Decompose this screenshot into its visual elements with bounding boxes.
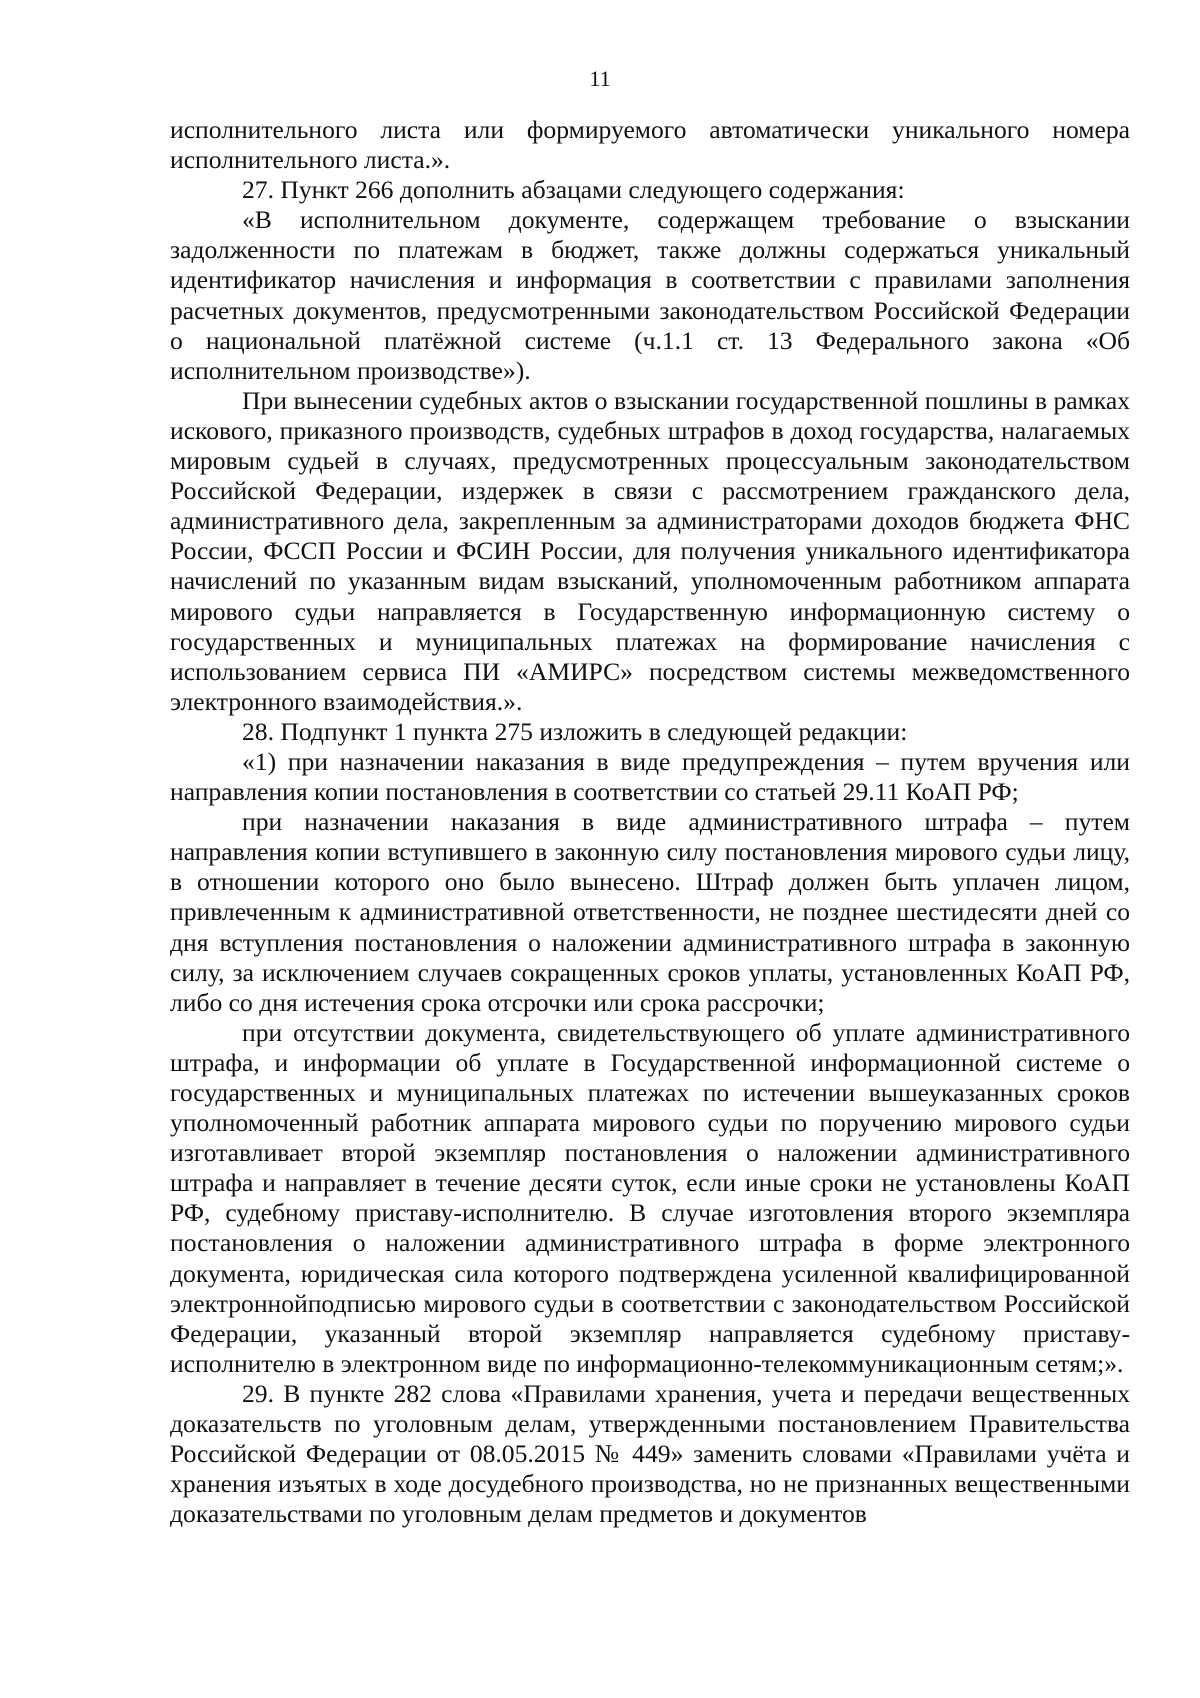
paragraph-state-duty: При вынесении судебных актов о взыскании государственной пошлины в рамках искового, приказного производств, судебных штрафов в доход государства, налагаемых мировым судьей в случаях, предусмотренных процессуальным законодательством Российской Федерации, издержек в связи с рассмотрением гражданского дела, административного дела, закрепленным за администраторами доходов бюджета ФНС России, ФССП России и ФСИН России, для получения уникального идентификатора начислений по указанным видам взысканий, уполномоченным работником аппарата мирового судьи направляется в Государственную информационную систему о государственных и муниципальных платежах на формирование начисления с использованием сервиса ПИ «АМИРС» посредством системы межведомственного электронного взаимодействия.». bbox=[170, 385, 1130, 716]
paragraph-administrative-fine: при назначении наказания в виде административного штрафа – путем направления копии вступившего в законную силу постановления мирового судьи лицу, в отношении которого оно было вынесено. Штраф должен быть уплачен лицом, привлеченным к административной ответственности, не позднее шестидесяти дней со дня вступления постановления о наложении административного штрафа в законную силу, за исключением случаев сокращенных сроков уплаты, установленных КоАП РФ, либо со дня истечения срока отсрочки или срока рассрочки; bbox=[170, 807, 1130, 1017]
page-number: 11 bbox=[589, 66, 611, 91]
paragraph-item-29: 29. В пункте 282 слова «Правилами хранения, учета и передачи вещественных доказательств по уголовным делам, утвержденными постановлением Правительства Российской Федерации от 08.05.2015 № 449» заменить словами «Правилами учёта и хранения изъятых в ходе досудебного производства, но не признанных вещественными доказательствами по уголовным делам предметов и документов bbox=[170, 1378, 1130, 1529]
paragraph-item-28: 28. Подпункт 1 пункта 275 изложить в следующей редакции: bbox=[242, 716, 908, 746]
paragraph-no-payment-document: при отсутствии документа, свидетельствующего об уплате административного штрафа, и информации об уплате в Государственной информационной системе о государственных и муниципальных платежах по истечении вышеуказанных сроков уполномоченный работник аппарата мирового судьи по поручению мирового судьи изготавливает второй экземпляр постановления о наложении административного штрафа и направляет в течение десяти суток, если иные сроки не установлены КоАП РФ, судебному приставу-исполнителю. В случае изготовления второго экземпляра постановления о наложении административного штрафа в форме электронного документа, юридическая сила которого подтверждена усиленной квалифицированной электроннойподписью мирового судьи в соответствии с законодательством Российской Федерации, указанный второй экземпляр направляется судебному приставу-исполнителю в электронном виде по информационно-телекоммуникационным сетям;». bbox=[170, 1017, 1130, 1378]
paragraph-continuation: исполнительного листа или формируемого автоматически уникального номера исполнительного листа.». bbox=[170, 115, 1130, 175]
paragraph-quote-executive-document: «В исполнительном документе, содержащем требование о взыскании задолженности по платежам в бюджет, также должны содержаться уникальный идентификатор начисления и информация в соответствии с правилами заполнения расчетных документов, предусмотренными законодательством Российской Федерации о национальной платёжной системе (ч.1.1 ст. 13 Федерального закона «Об исполнительном производстве»). bbox=[170, 205, 1130, 385]
paragraph-item-27: 27. Пункт 266 дополнить абзацами следующего содержания: bbox=[242, 175, 905, 205]
document-body bbox=[170, 115, 1130, 1529]
paragraph-warning-penalty: «1) при назначении наказания в виде предупреждения – путем вручения или направления копии постановления в соответствии со статьей 29.11 КоАП РФ; bbox=[170, 746, 1130, 807]
